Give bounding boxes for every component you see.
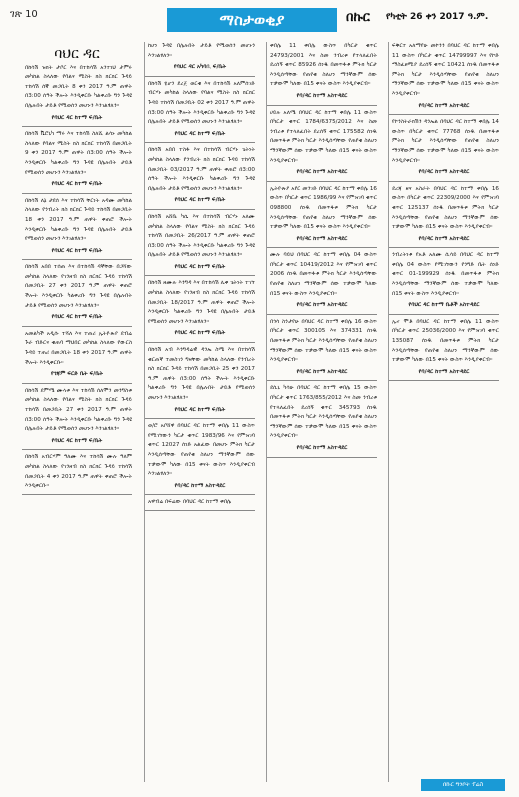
notice-text: ፍቅርተ አለማየሁ መኮንን በባህር ዳር ከተማ ቀበሌ 11 ውስጥ በካርታ ቁጥር 14799997 እና የኮድ ማስፈፀሚያ ደረሰኝ ቁጥር 10421 ሰነዱ በመጥፋቱ ምትክ ካርታ እንዲሰጣቸው የጠየቁ ስለሆነ ማንኛውም ሰው ተቃውሞ ካለው በ15 ቀናት ውስጥ እንዲያቀርብ። (392, 43, 499, 97)
notice (389, 185, 499, 249)
notice-divider (389, 114, 499, 115)
notice-divider (22, 494, 132, 495)
notice-signature: የባ/ዳር ከተማ አስተዳደር (296, 169, 348, 176)
notice-divider (267, 457, 377, 458)
notice-text: በጎሳ ስንታየሁ በባህር ዳር ከተማ ቀበሌ 16 ውስጥ በካርታ ቁጥር 300105 እና 374331 ሰነዱ በመጥፋቱ ምትክ ካርታ እንዲሰጣቸው የጠየቁ ስለሆነ ማንኛውም ሰው ተቃውሞ ካለው በ15 ቀናት ውስጥ እንዲያቀርብ። (270, 318, 377, 364)
notice-text: በከሳሽ ዘሙሉ እንግዳ እና በተከሳሽ ሊቀ ጌትነት ተገኘ መካከል ስላለው የገንዘብ ክስ ክርክር ጉዳይ ተከሳሽ በመጋቢት 18/2017 ዓ.ም ጠዋት ቀጠሮ ችሎት እንዲቀርቡ ካልቀረቡ ግን ጉዳዩ በሌሉበት ታይቶ የሚወሰን መሆኑን እንገልፃለን። (148, 280, 255, 325)
notice (145, 346, 255, 419)
notice-divider (145, 275, 255, 276)
notice (145, 213, 255, 277)
notice (145, 42, 255, 77)
notice (389, 251, 499, 315)
notice (22, 453, 132, 494)
notice-text: አዋብሬ በፍሬው በባህር ዳር ከተማ ቀበሌ (148, 499, 232, 506)
notice (22, 387, 132, 451)
notice-signature: የባ/ዳር ከተማ አስተዳደር (174, 482, 226, 489)
notice (145, 279, 255, 343)
notice (22, 330, 132, 384)
notice (267, 318, 377, 382)
notice-signature: የባህር ዳር ከተማ ፍ/ቤት (51, 114, 103, 121)
notice-signature: የባ/ዳር ከተማ አስተዳደር (418, 235, 470, 242)
notice-divider (145, 510, 255, 511)
notice-text: በከሳሽ ለኔ ታደሰ እና ተከሳሽ ቸርነት አዳሙ መካከል ስላለው የንብረት ክስ ክርክር ጉዳይ ተከሳሽ በመጋቢት 18 ቀን 2017 ዓ.ም ጠዋት ቀጠሮ ችሎት እንዲቀርቡ ካልቀረቡ ግን ጉዳዩ በሌሉበት ታይቶ የሚወሰን መሆኑን እንገልፃለን። (25, 197, 132, 243)
footer-tag: በኩር ግንቦት ፕሬስ (421, 779, 505, 791)
notice-divider (22, 449, 132, 450)
notice-signature: የባህር ዳር ከተማ ቤቶች አስተዳደር (408, 302, 480, 309)
notice-signature: የባህር ዳር ከተማ ፍ/ቤት (51, 314, 103, 321)
notice-divider (145, 76, 255, 77)
notice-divider (389, 247, 499, 248)
notice-signature: የባ/ዳር ከተማ አስተዳደር (296, 92, 348, 99)
notice-text: ደሲኒ ካሳሁ በባህር ዳር ከተማ ቀበሌ 15 ውስጥ በካርታ ቁጥር 1763/855/2012 እና ስመ ንብረቱ የተላለፈበት ደረሰኝ ቁጥር 345793 ሰነዱ በመጥፋቱ ምትክ ካርታ እንዲሰጣቸው የጠየቁ ስለሆነ ማንኛውም ሰው ተቃውሞ ካለው በ15 ቀናት ውስጥ እንዲያቀርብ። (270, 385, 377, 440)
column-3 (266, 42, 377, 782)
notice-divider (389, 380, 499, 381)
notice-divider (145, 494, 255, 495)
notice (389, 318, 499, 382)
notice-signature: የባህር ዳር ከተማ ፍ/ቤት (51, 181, 103, 188)
publication-date: የካቲት 26 ቀን 2017 ዓ.ም. (386, 12, 489, 22)
notice (22, 197, 132, 261)
notice-signature: የባህር ዳር ከተማ ፍ/ቤት (51, 437, 103, 444)
notice-signature: የባህር ዳር ከተማ ፍ/ቤት (51, 247, 103, 254)
notice-text: በከሳሽ አብ እንግዳሬዊ ዳንኤ ስሜ እና በተከሳሽ ቁርጠኛ ተመስገን ግዛቸው መካከል ስላለው የንብረት ክስ ክርክር ጉዳይ ተከሳሽ በመጋቢት 25 ቀን 2017 ዓ.ም ጠዋት በ3:00 ሰዓት ችሎት እንዲቀርቡ ካልቀረቡ ግን ጉዳዩ በሌሉበት ታይቶ የሚወሰን መሆኑን እንገልፃለን። (148, 347, 255, 401)
notice (22, 263, 132, 327)
section-banner: ማስታወቂያ (167, 8, 337, 32)
notice-divider (267, 105, 377, 106)
notice-divider (22, 383, 132, 384)
notice-divider (145, 142, 255, 143)
notice-divider (145, 209, 255, 210)
column-1 (22, 42, 132, 782)
notice-signature: የባህር ዳር ከተማ ፍ/ቤት (174, 130, 226, 137)
notice-divider (389, 181, 499, 182)
notice (389, 118, 499, 182)
column-2 (144, 42, 255, 782)
notice-signature: የባ/ዳር ከተማ አስተዳደር (296, 444, 348, 451)
notice-signature: የባህር ዳር አካባቢ ፍ/ቤት (173, 64, 227, 71)
notice-signature: የባ/ዳር ከተማ አስተዳደር (296, 368, 348, 375)
notice-text: በከሳሽ ፂሆን ደረጀ ወርቁ እና በተከሳሽ አለምሰገድ ብርሃኑ መካከል ስላለው የባልና ሚስት ክስ ክርክር ጉዳይ ተከሳሽ በመጋቢት 02 ቀን 2017 ዓ.ም ጠዋት በ3:00 ሰዓት ችሎት እንዲቀርቡ ካልቀረቡ ግን ጉዳዩ በሌሉበት ታይቶ የሚወሰን መሆኑን እንገልፃለን። (148, 80, 255, 126)
notice-text: ኢኖ ሞቶ በባህር ዳር ከተማ ቀበሌ 11 ውስጥ በካርታ ቁጥር 25036/2000 እና የምዝገባ ቁጥር 135087 ሰነዱ በመጥፋቱ ምትክ ካርታ እንዲሰጣቸው የጠየቁ ስለሆነ ማንኛውም ሰው ተቃውሞ ካለው በ15 ቀናት ውስጥ እንዲያቀርብ። (392, 318, 499, 364)
notice-text: በከሳሽ ደምሜ ሙላቱ እና ተከሳሽ ሰለሞን መንግስቱ መካከል ስላለው የባልና ሚስት ክስ ክርክር ጉዳይ ተከሳሽ በመጋቢት 27 ቀን 2017 ዓ.ም ጠዋት በ3:00 ሰዓት ችሎት እንዲቀርቡ ካልቀረቡ ግን ጉዳዩ በሌሉበት ታይቶ የሚወሰን መሆኑን እንገልፃለን። (25, 387, 132, 433)
notice-text: ሀይሉ አለሜ በባህር ዳር ከተማ ቀበሌ 11 ውስጥ በካርታ ቁጥር 1784/6375/2012 እና ስመ ንብረቱ የተላለፈበት ደረሰኝ ቁጥር 175582 ሰነዱ በመጥፋቱ ምትክ ካርታ እንዲሰጣቸው የጠየቁ ስለሆነ ማንኛውም ሰው ተቃውሞ ካለው በ15 ቀናት ውስጥ እንዲያቀርብ። (270, 109, 377, 164)
notice-divider (389, 314, 499, 315)
notice-signature: የባ/ዳር ከተማ አስተዳደር (418, 169, 470, 176)
notice-divider (22, 193, 132, 194)
notice-text: በከሳሽ አሸቤ ካሴ እና በተከሳሽ ብርሃኑ አለሙ መካከል ስላለው የባልና ሚስት ክስ ክርክር ጉዳይ ተከሳሽ በመጋቢት 26/2017 ዓ.ም ጠዋት ቀጠሮ በ3:00 ሰዓት ችሎት እንዲቀርቡ ካልቀረቡ ግን ጉዳዩ በሌሉበት ታይቶ የሚወሰን መሆኑን እንገልፃለን። (148, 213, 255, 259)
notice-signature: የባ/ዳር ከተማ አስተዳደር (418, 368, 470, 375)
notice-divider (145, 418, 255, 419)
notice-text: ደረጃ ዘና አስራት በባህር ዳር ከተማ ቀበሌ 16 ውስጥ በካርታ ቁጥር 22309/2000 እና የምዝገባ ቁጥር 125137 ሰነዱ በመጥፋቱ ምትክ ካርታ እንዲሰጣቸው የጠየቁ ስለሆነ ማንኛውም ሰው ተቃውሞ ካለው በ15 ቀናት ውስጥ እንዲያቀርብ። (392, 185, 499, 231)
notice-text: አመልካች አዲሱ ተሻለ እና ተጠሪ ኢትዮጵያ ደብሬ ጉራ ብድርና ቁጠባ ማህበር መካከል ስላለው የውርስ ጉዳይ ተጠሪ በመጋቢት 18 ቀን 2017 ዓ.ም ጠዋት ችሎት እንዲቀርቡ። (25, 330, 132, 366)
notice-signature: የባህር ዳር ከተማ ፍ/ቤት (174, 330, 226, 337)
notice (22, 64, 132, 128)
notice (145, 80, 255, 144)
notice (145, 498, 255, 511)
notice-signature: የባ/ዳር ከተማ አስተዳደር (296, 302, 348, 309)
notice-text: ቀበሌ 11 ቀበሌ ውስጥ በካርታ ቁጥር 24793/2001 እና ስመ ንብረቱ የተላለፈበት ደረሰኝ ቁጥር 85926 ሰነዱ በመጥፋቱ ምትክ ካርታ እንዲሰጣቸው የጠየቁ ስለሆነ ማንኛውም ሰው ተቃውሞ ካለው በ15 ቀናት ውስጥ እንዲያቀርብ። (270, 43, 377, 88)
notice-divider (22, 126, 132, 127)
notice (145, 422, 255, 495)
notice (267, 384, 377, 457)
notice-divider (22, 259, 132, 260)
notice-signature: የባህር ዳር ከተማ ፍ/ቤት (174, 263, 226, 270)
notice-text: ሙሉ ባይህ በባህር ዳር ከተማ ቀበሌ 04 ውስጥ በካርታ ቁጥር 10419/2012 እና የምዝገባ ቁጥር 2006 ሰነዱ በመጥፋቱ ምትክ ካርታ እንዲሰጣቸው የጠየቁ ስለሆነ ማንኛውም ሰው ተቃውሞ ካለው በ15 ቀናት ውስጥ እንዲያቀርብ። (270, 252, 377, 297)
notice (145, 146, 255, 210)
notice-columns (22, 42, 507, 782)
notice-signature: የጎጃም ፍርድ ቤት ፍ/ቤት (51, 371, 103, 378)
notice-text: በከሳሽ ዝክት ታቦር እና በተከሳሽ አንተነህ ታምሩ መካከል ስላለው የባልና ሚስት ክስ ክርክር ጉዳይ ተከሳሽ ሰኞ መጋቢት 8 ቀን 2017 ዓ.ም ጠዋት በ3:00 ሰዓት ችሎት እንዲቀርቡ ካልቀረቡ ግን ጉዳዩ በሌሉበት ታይቶ የሚወሰን መሆኑን እንገልፃለን። (25, 64, 132, 109)
notice-divider (22, 326, 132, 327)
notice-text: በከሳሽ አበበ ተሰጠ እና በተከሳሽ ዳኛቸው በጋሻው መካከል ስላለው የገንዘብ ክስ ክርክር ጉዳይ ተከሳሽ በመጋቢት 27 ቀን 2017 ዓ.ም ጠዋት ቀጠሮ ችሎት እንዲቀርቡ ካልቀረቡ ግን ጉዳዩ በሌሉበት ታይቶ የሚወሰን መሆኑን እንገልፃለን። (25, 264, 132, 309)
notice (267, 185, 377, 249)
publication-name: በኩር (346, 10, 370, 25)
notice-text: በከሳሽ ቬሮኒካ ማሩ እና ተከሳሽ ስለሺ ልሳኑ መካከል ስላለው የባልና ሚስት ክስ ክርክር ተከሳሽ በመጋቢት 9 ቀን 2017 ዓ.ም ጠዋት በ3:00 ሰዓት ችሎት እንዲቀርቡ ካልቀረቡ ግን ጉዳዩ በሌሉበት ታይቶ የሚወሰን መሆኑን እንገልፃለን። (25, 131, 132, 176)
notice-signature: የባህር ዳር ከተማ ፍ/ቤት (174, 197, 226, 204)
notice-signature: የባ/ዳር ከተማ አስተዳደር (418, 102, 470, 109)
notice (389, 42, 499, 115)
notice-text: በከሳሽ አብርሃም ዓለሙ እና ተከሳሽ ሙሉ ዓለም መካከል ስላለው የገንዘብ ክስ ክርክር ጉዳይ ተከሳሽ በመጋቢት 4 ቀን 2017 ዓ.ም ጠዋት ቀጠሮ ችሎት እንዲቀርቡ። (25, 454, 132, 490)
notice-text: በከሳሽ አበበ ተስፋ እና በተከሳሽ ብርሃኑ ጌትነት መካከል ስላለው የንብረት ክስ ክርክር ጉዳይ ተከሳሽ በመጋቢት 03/2017 ዓ.ም ጠዋት ቀጠሮ በ3:00 ሰዓት ችሎት እንዲቀርቡ ካልቀረቡ ግን ጉዳዩ በሌሉበት ታይቶ የሚወሰን መሆኑን እንገልፃለን። (148, 147, 255, 192)
notice-signature: የባህር ዳር ከተማ ፍ/ቤት (174, 406, 226, 413)
column-4 (388, 42, 499, 782)
notice-divider (267, 380, 377, 381)
section-title: ባህር ዳር (54, 46, 100, 62)
notice-text: ንብረትነቱ የአቶ አለሙ ሲሳይ በባህር ዳር ከተማ ቀበሌ 04 ውስጥ የሚገኘውን የንግድ ቤት ሰነድ ቁጥር 01-199929 ሰነዱ በመጥፋቱ ምትክ እንዲሰጣቸው ማንኛውም ሰው ተቃውሞ ካለው በ15 ቀናት ውስጥ እንዲያቀርብ። (392, 252, 499, 297)
notice (267, 109, 377, 182)
notice (267, 251, 377, 315)
notice-divider (267, 247, 377, 248)
notice-divider (267, 314, 377, 315)
notice-signature: የባ/ዳር ከተማ አስተዳደር (296, 235, 348, 242)
masthead (0, 0, 519, 40)
notice-divider (145, 342, 255, 343)
notice-text: የኮንስትራክሽን ዳንኤል በባህር ዳር ከተማ ቀበሌ 14 ውስጥ በካርታ ቁጥር 77768 ሰነዱ በመጥፋቱ ምትክ ካርታ እንዲሰጣቸው የጠየቁ ስለሆነ ማንኛውም ሰው ተቃውሞ ካለው በ15 ቀናት ውስጥ እንዲያቀርብ። (392, 119, 499, 164)
notice-text: ከሆነ ጉዳዩ በሌሉበት ታይቶ የሚወሰን መሆኑን እንገልፃለን። (148, 43, 255, 59)
page-number: ገጽ 10 (10, 9, 38, 20)
notice (267, 42, 377, 106)
notice-divider (267, 181, 377, 182)
notice-text: ኢትዮጵያ አየር መንገድ በባህር ዳር ከተማ ቀበሌ 16 ውስጥ በካርታ ቁጥር 1986/99 እና የምዝገባ ቁጥር 098800 ሰነዱ በመጥፋቱ ምትክ ካርታ እንዲሰጣቸው የጠየቁ ስለሆነ ማንኛውም ሰው ተቃውሞ ካለው በ15 ቀናት ውስጥ እንዲያቀርብ። (270, 185, 377, 231)
notice (22, 130, 132, 194)
notice-text: ወ/ሮ አቦሸዋ በባህር ዳር ከተማ ቀበሌ 11 ውስጥ የሚገኘውን ካርታ ቁጥር 1983/96 እና የምዝገባ ቁጥር 12027 ሰነድ አልፈው በመሆኑ ምትክ ካርታ እንዲሰጣቸው የጠየቁ ስለሆነ ማንኛውም ሰው ተቃውሞ ካለው በ15 ቀናት ውስጥ እንዲያቀርብ እንገልፃለን። (148, 423, 255, 478)
